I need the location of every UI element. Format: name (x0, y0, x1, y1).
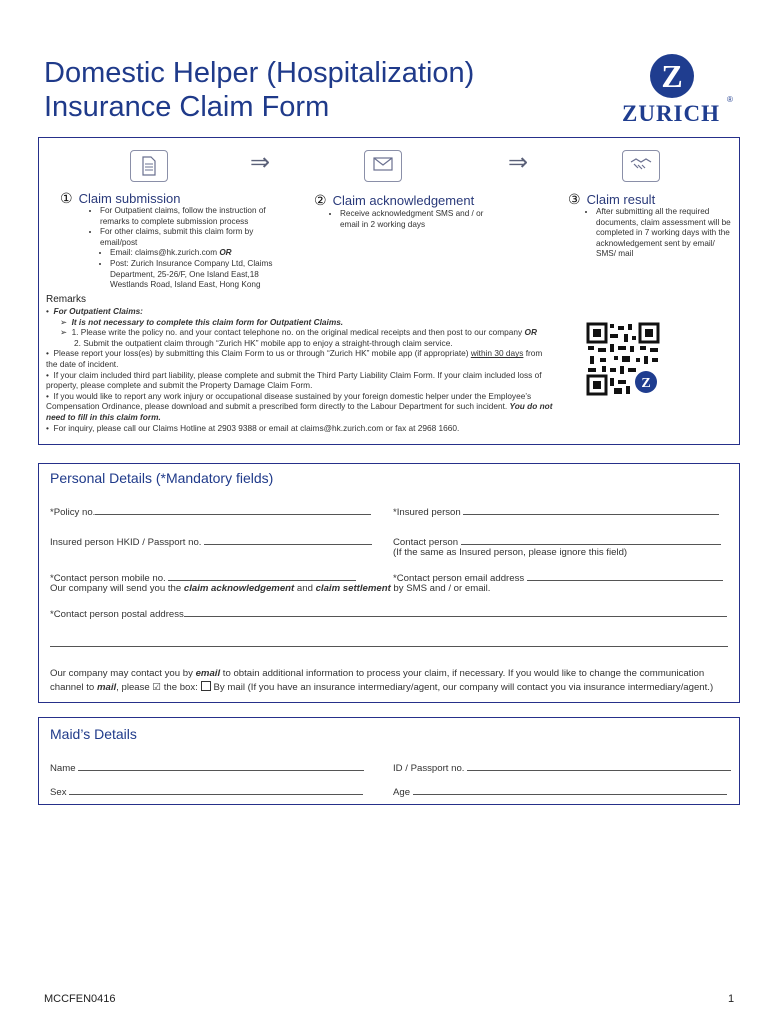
personal-details-heading: Personal Details (*Mandatory fields) (50, 470, 274, 486)
step-1-title (60, 190, 180, 207)
step-3-label: Claim result (586, 192, 656, 207)
handshake-icon (622, 150, 660, 182)
page-number: 1 (728, 993, 735, 1005)
maid-age-field[interactable]: Age (393, 785, 727, 798)
remarks-outpatient-note: ➢ It is not necessary to complete this claim form for Outpatient Claims. (60, 316, 344, 327)
step-1-post: • Post: Zurich Insurance Company Ltd, Claims Department, 25-26/F, One Island East,18 Westlands Road, Island East, Hong Kong (110, 259, 286, 291)
step-2-item: • Receive acknowledgment SMS and / or email in 2 working days (340, 209, 486, 230)
by-mail-checkbox[interactable] (201, 681, 211, 691)
email-address-field[interactable]: *Contact person email address (393, 571, 723, 584)
step-3-title (568, 191, 655, 208)
step-3-item: • After submitting all the required documents, claim assessment will be completed in 7 working days with the acknowledgement sent by email/ SMS/ mail (596, 207, 732, 260)
remarks-list (46, 306, 556, 433)
arrow-icon: ⇒ (508, 149, 529, 176)
maid-id-passport-field[interactable]: ID / Passport no. (393, 761, 731, 774)
step-1-item: • For other claims, submit this claim form by email/post • Email: claims@hk.zurich.com OR • Post: Zurich Insurance Company Ltd, Claims Department, 25-26/F, One Island East,18 Westlands Road, Island East, Hong Kong (100, 227, 286, 291)
policy-no-field[interactable]: *Policy no. (50, 505, 371, 518)
remarks-outpatient-heading: • For Outpatient Claims: (46, 306, 143, 316)
step-3-number: ③ (568, 191, 581, 207)
step-1-label: Claim submission (78, 191, 181, 206)
remarks-injury: • If you would like to report any work injury or occupational disease sustained by your foreign domestic helper under the Employee’s Compensation Ordinance, please download and submit a prescribed form directly to the Labour Department for such incident. You do not need to fill in this claim form. (46, 390, 553, 422)
page-title (44, 56, 474, 124)
step-1-email: • Email: claims@hk.zurich.com OR (110, 248, 286, 259)
title-line-2: Insurance Claim Form (44, 91, 330, 123)
communication-notice: Our company may contact you by email to obtain additional information to process your claim, if necessary. If you would like to change the communication channel to mail, please ☑ the box: By mail (If you have an insurance intermediary/agent, our company will contact you via insurance intermediary/agent.) (50, 668, 714, 693)
insured-person-field[interactable]: *Insured person (393, 505, 719, 518)
remarks-title: Remarks (46, 294, 87, 305)
step-2-number: ② (314, 192, 327, 208)
arrow-icon: ⇒ (250, 149, 271, 176)
maid-name-field[interactable]: Name (50, 761, 364, 774)
postal-address-field[interactable]: *Contact person postal address (50, 607, 727, 620)
remarks-liability: • If your claim included third part liability, please complete and submit the Third Party Liability Claim Form. If your claim included loss of property, please complete and submit the Property Damage Claim Form. (46, 369, 542, 391)
zurich-logo (618, 54, 733, 128)
form-code: MCCFEN0416 (44, 993, 116, 1005)
remarks-inquiry: • For inquiry, please call our Claims Hotline at 2903 9388 or email at claims@hk.zurich.com or fax at 2968 1660. (46, 422, 460, 433)
hkid-passport-field[interactable]: Insured person HKID / Passport no. (50, 535, 372, 548)
zurich-logo-word: ZURICH (622, 101, 721, 126)
remarks-step-1: ➢ 1. Please write the policy no. and your contact telephone no. on the original medical receipts and then post to our company OR (60, 327, 537, 338)
title-line-1: Domestic Helper (Hospitalization) (44, 57, 475, 89)
step-1-item: • For Outpatient claims, follow the instruction of remarks to complete submission process (100, 206, 286, 227)
qr-code-icon (580, 316, 666, 402)
envelope-icon (364, 150, 402, 182)
step-1-list (86, 206, 286, 291)
step-1-number: ① (60, 190, 73, 206)
maid-sex-field[interactable]: Sex (50, 785, 363, 798)
contact-person-field[interactable]: Contact person (393, 535, 721, 548)
registered-mark: ® (727, 95, 733, 104)
remarks-step-2: 2. Submit the outpatient claim through “Zurich HK” mobile app to enjoy a straight-through claim service. (74, 337, 453, 348)
remarks-report: • Please report your loss(es) by submitting this Claim Form to us or through “Zurich HK” mobile app (if appropriate) within 30 days from the date of incident. (46, 348, 543, 369)
svg-text:Z: Z (641, 376, 651, 391)
maids-details-heading: Maid’s Details (50, 726, 137, 742)
mobile-no-field[interactable]: *Contact person mobile no. (50, 571, 356, 584)
step-2-title (314, 192, 474, 209)
step-3-list (582, 207, 732, 260)
sms-notice: Our company will send you the claim acknowledgement and claim settlement by SMS and / or email. (50, 583, 491, 594)
zurich-logo-mark: Z (650, 54, 694, 98)
step-2-label: Claim acknowledgement (332, 193, 475, 208)
step-2-list (326, 209, 486, 230)
postal-address-line-2[interactable] (50, 646, 728, 647)
document-icon (130, 150, 168, 182)
contact-person-note: (If the same as Insured person, please ignore this field) (393, 547, 628, 558)
